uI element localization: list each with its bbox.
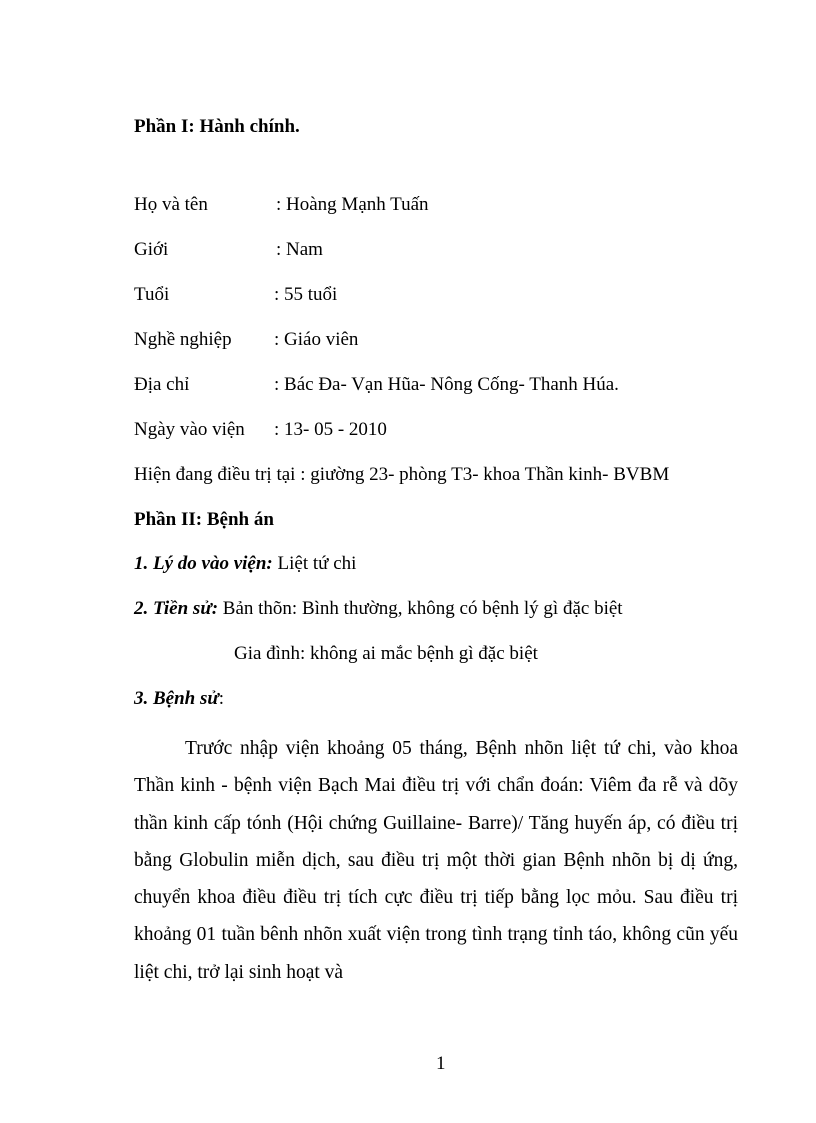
field-job-value: : Giáo viên — [274, 329, 359, 350]
field-job-label: Nghề nghiệp — [134, 329, 232, 350]
section-reason-text: Liệt tứ chi — [272, 553, 357, 574]
field-treatment: Hiện đang điều trị tại : giường 23- phòng T3- khoa Thần kinh- BVBM — [134, 464, 670, 485]
section-history-personal: Bản thõn: Bình thường, không có bệnh lý gì đặc biệt — [218, 598, 623, 619]
field-gender-value: : Nam — [276, 239, 323, 260]
section-reason-title: 1. Lý do vào viện: — [134, 553, 273, 574]
part1-heading: Phần I: Hành chính. — [134, 116, 300, 137]
field-address-value: : Bác Đa- Vạn Hũa- Nông Cống- Thanh Húa. — [274, 374, 619, 395]
section-illness-colon: : — [218, 688, 225, 709]
section-history-family: Gia đình: không ai mắc bệnh gì đặc biệt — [234, 643, 538, 664]
section-history — [134, 597, 623, 621]
field-age-label: Tuổi — [134, 284, 170, 305]
field-name-label: Họ và tên — [134, 194, 208, 215]
field-address-label: Địa chỉ — [134, 374, 190, 395]
section-illness — [134, 687, 224, 711]
field-age-value: : 55 tuổi — [274, 284, 338, 305]
field-gender-label: Giới — [134, 239, 169, 260]
section-illness-title: 3. Bệnh sử — [134, 688, 219, 709]
section-history-title: 2. Tiền sử: — [134, 598, 219, 619]
field-admission-label: Ngày vào viện — [134, 419, 245, 440]
field-name-value: : Hoàng Mạnh Tuấn — [276, 194, 429, 215]
section-reason — [134, 552, 356, 576]
page-number: 1 — [436, 1053, 446, 1074]
section-illness-paragraph: Trước nhập viện khoảng 05 tháng, Bệnh nhõn liệt tứ chi, vào khoa Thần kinh - bệnh viện Bạch Mai điều trị với chẩn đoán: Viêm đa rễ và dõy thần kinh cấp tónh (Hội chứng Guillaine- Barre)/ Tăng huyến áp, có điều trị bằng Globulin miễn dịch, sau điều trị một thời gian Bệnh nhõn bị dị ứng, chuyển khoa điều điều trị tích cực điều trị tiếp bằng lọc mỏu. Sau điều trị khoảng 01 tuần bênh nhõn xuất viện trong tình trạng tỉnh táo, không cũn yếu liệt chi, trở lại sinh hoạt và — [134, 738, 738, 983]
part2-heading: Phần II: Bệnh án — [134, 509, 274, 530]
field-admission-value: : 13- 05 - 2010 — [274, 419, 387, 440]
